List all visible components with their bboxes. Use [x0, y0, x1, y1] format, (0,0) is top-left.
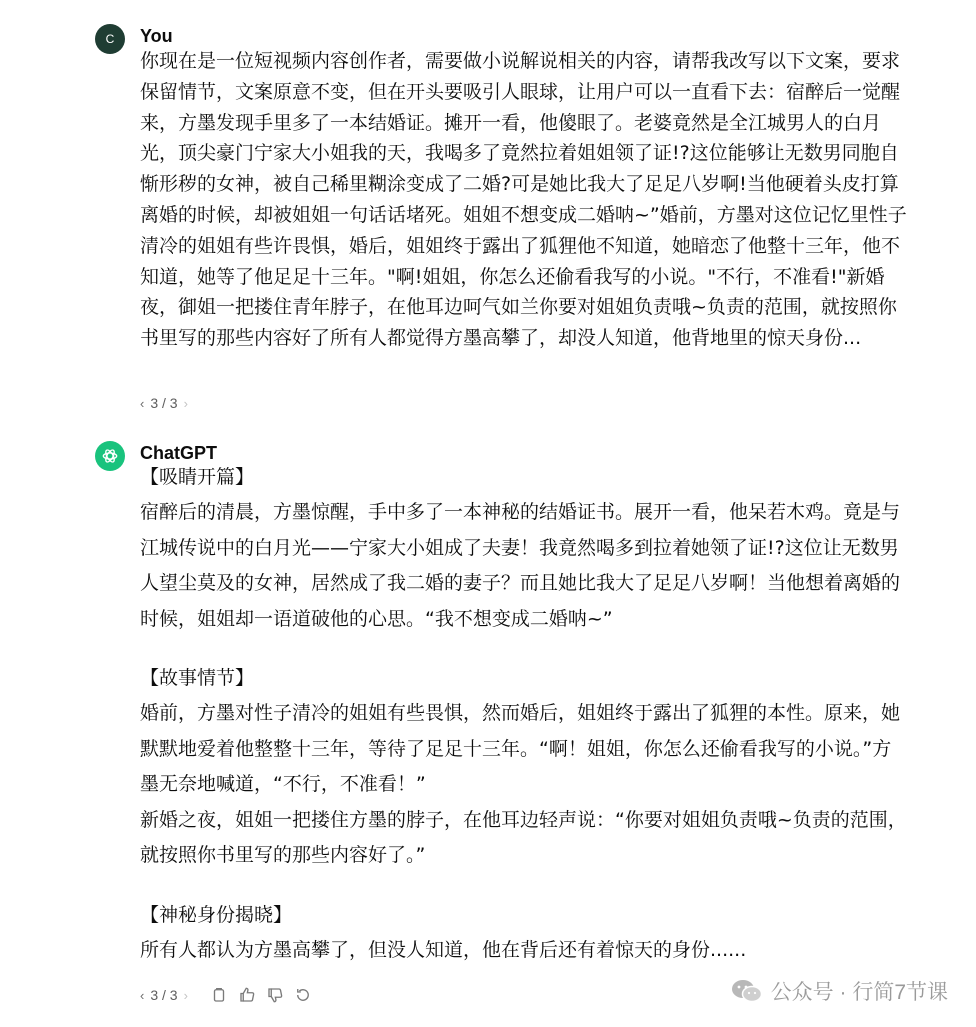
response-actions — [210, 986, 312, 1004]
user-message-text: 你现在是一位短视频内容创作者，需要做小说解说相关的内容，请帮我改写以下文案，要求保留情节，文案原意不变，但在开头要吸引人眼球，让用户可以一直看下去：宿醉后一觉醒来，方墨发现手里多了一本结婚证。摊开一看，他傻眼了。老婆竟然是全江城男人的白月光，顶尖豪门宁家大小姐我的天，我喝多了竟然拉着姐姐领了证!?这位能够让无数男同胞自惭形秽的女神，被自己稀里糊涂变成了二婚?可是她比我大了足足八岁啊!当他硬着头皮打算离婚的时候，却被姐姐一句话话堵死。姐姐不想变成二婚呐~”婚前，方墨对这位记忆里性子清冷的姐姐有些许畏惧，婚后，姐姐终于露出了狐狸他不知道，她暗恋了他整十三年，他不知道，她等了他足足十三年。"啊!姐姐，你怎么还偷看我写的小说。"不行，不准看!"新婚夜，御姐一把搂住青年脖子，在他耳边呵气如兰你要对姐姐负责哦~负责的范围，就按照你书里写的那些内容好了所有人都觉得方墨高攀了，却没人知道，他背地里的惊天身份... — [140, 50, 907, 350]
section-hook — [140, 459, 910, 637]
section-plot — [140, 660, 910, 874]
user-message-pager — [140, 395, 188, 411]
user-message — [95, 24, 915, 419]
section-paragraph: 所有人都认为方墨高攀了，但没人知道，他在背后还有着惊天的身份...... — [140, 938, 747, 961]
section-paragraph: 新婚之夜，姐姐一把搂住方墨的脖子，在他耳边轻声说：“你要对姐姐负责哦~负责的范围，就按照你书里写的那些内容好了。” — [140, 808, 907, 866]
next-response-icon[interactable]: › — [183, 987, 188, 1003]
assistant-message-body — [140, 459, 910, 968]
user-avatar — [95, 24, 125, 54]
thumbs-down-icon[interactable] — [266, 986, 284, 1004]
assistant-message-toolbar — [140, 986, 312, 1004]
next-version-icon[interactable]: › — [183, 395, 188, 411]
thumbs-up-icon[interactable] — [238, 986, 256, 1004]
section-reveal — [140, 897, 910, 969]
assistant-pager-count: 3 / 3 — [150, 987, 178, 1003]
section-paragraph: 婚前，方墨对性子清冷的姐姐有些畏惧，然而婚后，姐姐终于露出了狐狸的本性。原来，她默默地爱着他整整十三年，等待了足足十三年。“啊！姐姐，你怎么还偷看我写的小说。”方墨无奈地喊道，“不行，不准看！” — [140, 702, 901, 795]
chatgpt-logo-icon — [95, 441, 125, 471]
watermark — [731, 976, 948, 1006]
avatar-initial: C — [105, 32, 115, 46]
previous-version-icon[interactable]: ‹ — [140, 395, 145, 411]
assistant-author-name: ChatGPT — [140, 443, 218, 463]
copy-icon[interactable] — [210, 986, 228, 1004]
user-author-name: You — [140, 26, 173, 46]
user-pager-count: 3 / 3 — [150, 395, 178, 411]
assistant-message — [95, 441, 915, 1011]
wechat-icon — [731, 978, 763, 1004]
watermark-text: 公众号 · 行简7节课 — [770, 981, 948, 1004]
section-title: 【吸睛开篇】 — [140, 466, 255, 488]
section-paragraph: 宿醉后的清晨，方墨惊醒，手中多了一本神秘的结婚证书。展开一看，他呆若木鸡。竟是与江城传说中的白月光——宁家大小姐成了夫妻！我竟然喝多到拉着她领了证!?这位让无数男人望尘莫及的女神，居然成了我二婚的妻子？而且她比我大了足足八岁啊！当他想着离婚的时候，姐姐却一语道破他的心思。“我不想变成二婚呐~” — [140, 501, 901, 630]
previous-response-icon[interactable]: ‹ — [140, 987, 145, 1003]
section-title: 【故事情节】 — [140, 667, 255, 689]
section-title: 【神秘身份揭晓】 — [140, 903, 293, 926]
regenerate-icon[interactable] — [294, 986, 312, 1004]
